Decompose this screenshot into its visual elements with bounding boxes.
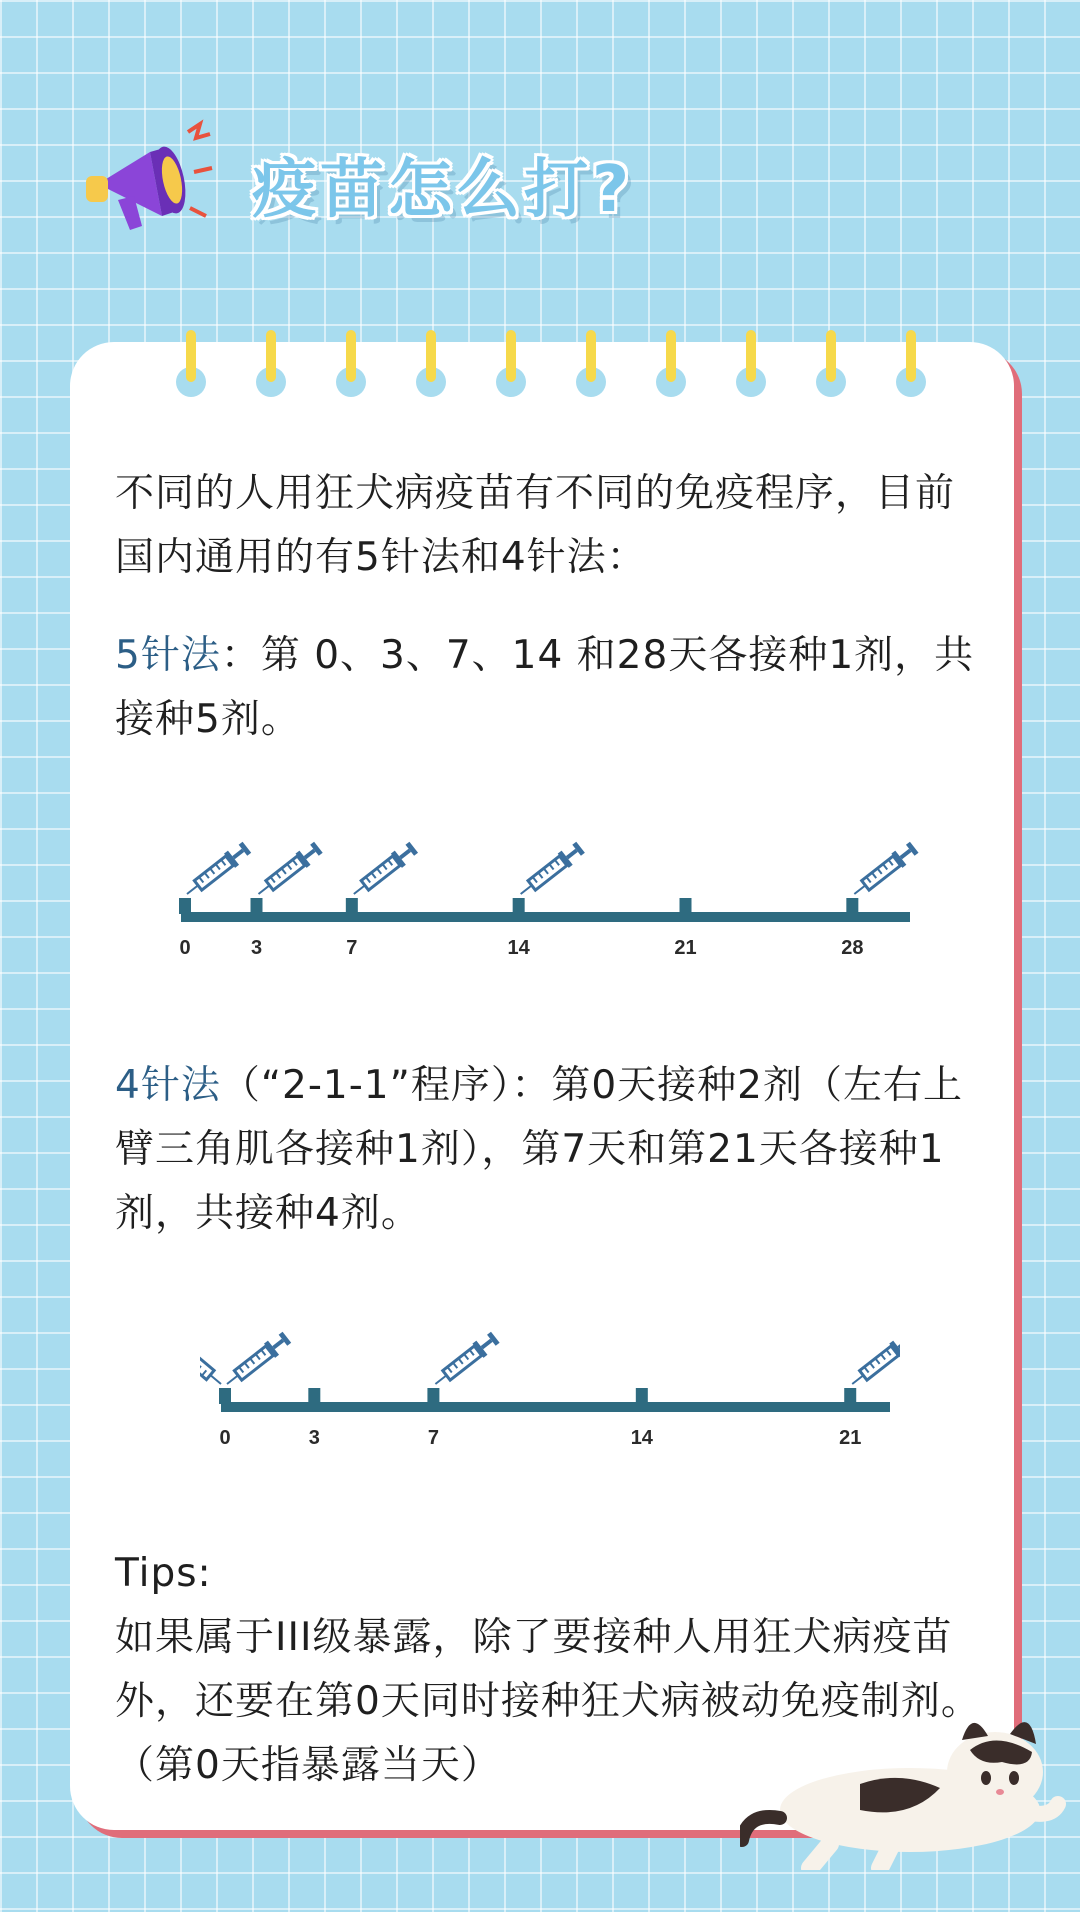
timeline-tick [251, 898, 263, 914]
timeline-day-label: 7 [427, 1427, 439, 1449]
syringe-icon [348, 840, 419, 901]
timeline-tick [308, 1388, 320, 1404]
timeline-day-label: 21 [674, 937, 697, 959]
four-dose-description [115, 1054, 985, 1246]
timeline-tick [346, 898, 358, 914]
timeline-tick [427, 1388, 439, 1404]
timeline-axis [181, 912, 910, 922]
five-dose-text: ：第 0、3、7、14 和28天各接种1剂，共接种5剂。 [115, 633, 975, 742]
timeline-day-label: 14 [507, 937, 530, 959]
timeline-tick [513, 898, 525, 914]
four-dose-timeline [200, 1310, 900, 1450]
timeline-day-label: 0 [179, 937, 191, 959]
binder-pin [186, 330, 196, 382]
timeline-tick [179, 898, 191, 914]
timeline-tick [846, 898, 858, 914]
timeline-day-label: 7 [346, 937, 358, 959]
timeline-day-label: 14 [630, 1427, 653, 1449]
syringe-icon [221, 1330, 292, 1391]
five-dose-label: 5针法 [115, 633, 221, 678]
timeline-axis [221, 1402, 890, 1412]
syringe-icon [253, 840, 324, 901]
binder-pin [506, 330, 516, 382]
timeline-tick [219, 1388, 231, 1404]
timeline-tick [680, 898, 692, 914]
timeline-day-label: 3 [308, 1427, 320, 1449]
timeline-day-label: 0 [219, 1427, 231, 1449]
timeline-tick [844, 1388, 856, 1404]
syringe-icon [515, 840, 586, 901]
syringe-icon [181, 840, 252, 901]
tips-heading: Tips: [115, 1551, 212, 1596]
four-dose-label: 4针法 [115, 1063, 221, 1108]
timeline-tick [636, 1388, 648, 1404]
binder-pin [826, 330, 836, 382]
syringe-icon [200, 1328, 227, 1391]
binder-pin [426, 330, 436, 382]
page-title: 疫苗怎么打? [252, 153, 634, 227]
syringe-icon [430, 1330, 501, 1391]
tips-text: 如果属于III级暴露，除了要接种人用狂犬病疫苗外，还要在第0天同时接种狂犬病被动免疫制剂。（第0天指暴露当天） [115, 1615, 981, 1788]
intro-text: 不同的人用狂犬病疫苗有不同的免疫程序，目前国内通用的有5针法和4针法： [115, 471, 956, 580]
binder-pin [346, 330, 356, 382]
timeline-day-label: 3 [250, 937, 263, 959]
binder-pin [586, 330, 596, 382]
megaphone-icon [78, 112, 218, 242]
timeline-day-label: 21 [839, 1427, 862, 1449]
binder-pin [266, 330, 276, 382]
binder-pin [666, 330, 676, 382]
four-dose-text: （“2-1-1”程序）：第0天接种2剂（左右上臂三角肌各接种1剂），第7天和第21天各接种1剂，共接种4剂。 [115, 1063, 963, 1236]
syringe-icon [847, 1330, 900, 1391]
five-dose-timeline [160, 820, 920, 960]
binder-pin [746, 330, 756, 382]
syringe-icon [849, 840, 920, 901]
five-dose-description [115, 624, 985, 752]
timeline-day-label: 28 [841, 937, 864, 959]
cat-illustration [740, 1700, 1070, 1870]
binder-pin [906, 330, 916, 382]
